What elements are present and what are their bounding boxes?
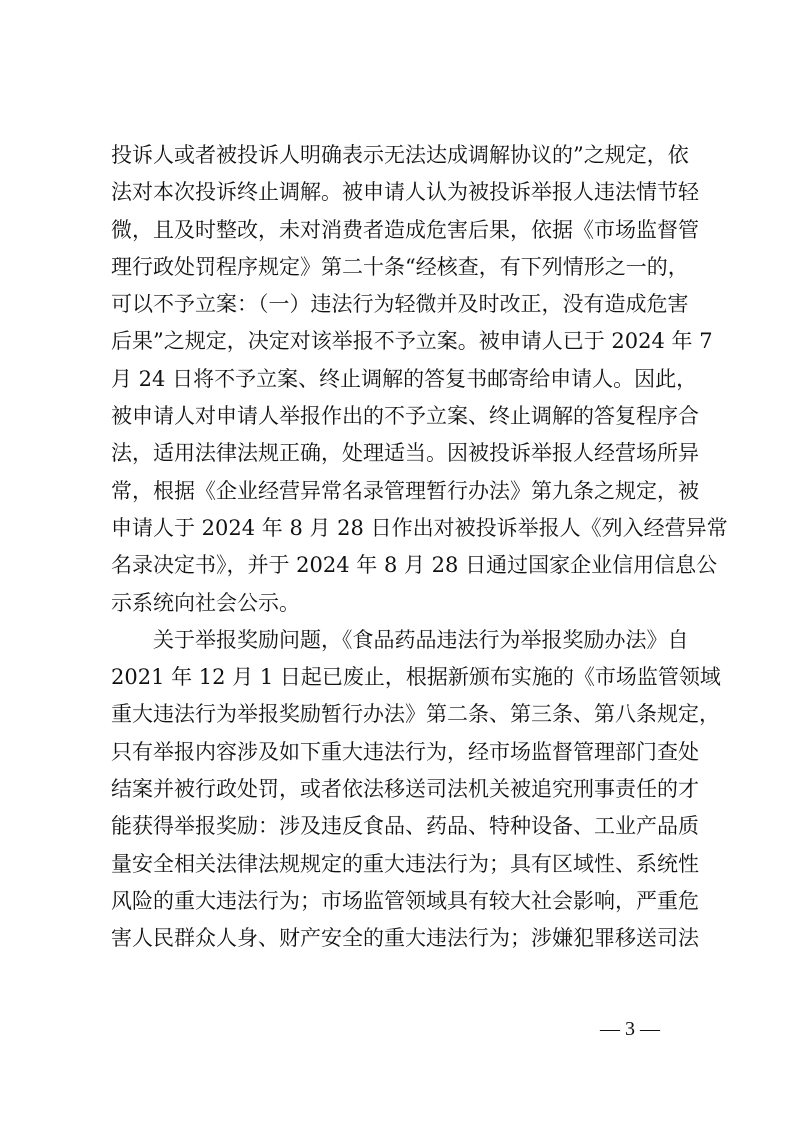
text-line: 理行政处罚程序规定》第二十条“经核查，有下列情形之一的， [111, 254, 689, 279]
text-line: 法，适用法律法规正确，处理适当。因被投诉举报人经营场所异 [111, 441, 699, 466]
text-line: 申请人于 2024 年 8 月 28 日作出对被投诉举报人《列入经营异常 [111, 515, 728, 540]
text-line: 只有举报内容涉及如下重大违法行为，经市场监督管理部门查处 [111, 739, 699, 764]
text-line: 后果”之规定，决定对该举报不予立案。被申请人已于 2024 年 7 [111, 329, 713, 354]
text-line: 常，根据《企业经营异常名录管理暂行办法》第九条之规定，被 [111, 478, 699, 503]
text-line: 重大违法行为举报奖励暂行办法》第二条、第三条、第八条规定， [111, 702, 720, 727]
text-line: 可以不予立案：（一）违法行为轻微并及时改正，没有造成危害 [111, 292, 689, 317]
text-line: 能获得举报奖励：涉及违反食品、药品、特种设备、工业产品质 [111, 814, 699, 839]
paragraph [111, 622, 721, 958]
text-line: 月 24 日将不予立案、终止调解的答复书邮寄给申请人。因此， [111, 366, 698, 391]
page-number: — 3 — [600, 1018, 660, 1040]
text-line: 量安全相关法律法规规定的重大违法行为；具有区域性、系统性 [111, 851, 699, 876]
text-line: 示系统向社会公示。 [111, 590, 300, 615]
text-line: 被申请人对申请人举报作出的不予立案、终止调解的答复程序合 [111, 404, 699, 429]
text-line: 名录决定书》，并于 2024 年 8 月 28 日通过国家企业信用信息公 [111, 553, 718, 578]
text-line: 结案并被行政处罚，或者依法移送司法机关被追究刑事责任的才 [111, 777, 699, 802]
text-line: 关于举报奖励问题，《食品药品违法行为举报奖励办法》自 [153, 627, 689, 652]
paragraph [111, 137, 728, 622]
text-line: 法对本次投诉终止调解。被申请人认为被投诉举报人违法情节轻 [111, 180, 699, 205]
text-line: 害人民群众人身、财产安全的重大违法行为；涉嫌犯罪移送司法 [111, 926, 699, 951]
text-line: 投诉人或者被投诉人明确表示无法达成调解协议的”之规定，依 [111, 143, 689, 167]
text-line: 2021 年 12 月 1 日起已废止，根据新颁布实施的《市场监管领域 [111, 665, 721, 690]
text-line: 微，且及时整改，未对消费者造成危害后果，依据《市场监督管 [111, 217, 699, 242]
document-body [111, 137, 728, 958]
text-line: 风险的重大违法行为；市场监管领域具有较大社会影响，严重危 [111, 888, 699, 913]
